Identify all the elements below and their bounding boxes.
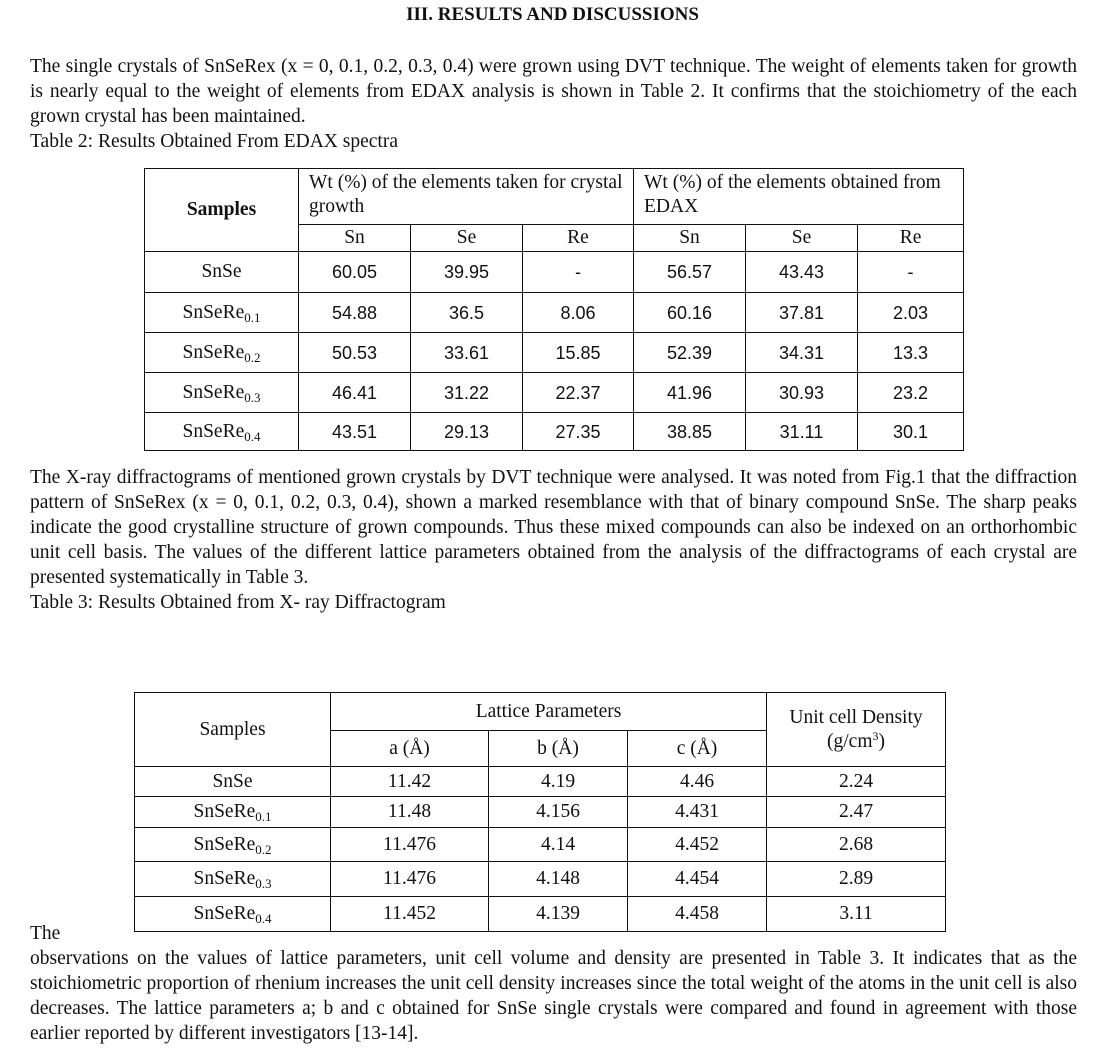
table-2-value-cell: 30.93 xyxy=(746,373,858,413)
table-2-value-cell: 27.35 xyxy=(523,413,634,451)
table-2-value-cell: - xyxy=(858,252,964,293)
table-3-value-cell: 11.42 xyxy=(331,767,489,797)
table-3-value-cell: 4.452 xyxy=(628,828,767,862)
table-3-row xyxy=(135,797,946,828)
table-3-value-cell: 4.139 xyxy=(489,897,628,932)
table-3-row xyxy=(135,897,946,932)
table-2-sample-cell: SnSeRe$_{0.3}$ xyxy=(145,373,299,413)
table-3-value-cell: 4.46 xyxy=(628,767,767,797)
table-2-caption: Table 2: Results Obtained From EDAX spectra xyxy=(30,131,398,152)
table-3-value-cell: 4.156 xyxy=(489,797,628,828)
table-2-subheader-re: Re xyxy=(858,225,964,252)
table-3-value-cell: 2.89 xyxy=(767,862,946,897)
table-2-value-cell: 31.11 xyxy=(746,413,858,451)
section-heading: III. RESULTS AND DISCUSSIONS xyxy=(406,4,699,25)
table-2-row xyxy=(145,333,964,373)
table-3-value-cell: 11.476 xyxy=(331,828,489,862)
table-2-value-cell: 34.31 xyxy=(746,333,858,373)
table-2-subheader-se: Se xyxy=(411,225,523,252)
table-2-group-2-header: Wt (%) of the elements obtained from EDAX xyxy=(634,169,964,225)
table-3-value-cell: 11.476 xyxy=(331,862,489,897)
table-2-value-cell: 60.05 xyxy=(299,252,411,293)
table-2-value-cell: 8.06 xyxy=(523,293,634,333)
table-2-row xyxy=(145,252,964,293)
table-3-value-cell: 11.48 xyxy=(331,797,489,828)
table-2-value-cell: 52.39 xyxy=(634,333,746,373)
table-2-subheader-sn: Sn xyxy=(299,225,411,252)
table-2-value-cell: 46.41 xyxy=(299,373,411,413)
table-2-value-cell: 31.22 xyxy=(411,373,523,413)
table-2-value-cell: 29.13 xyxy=(411,413,523,451)
table-3-value-cell: 4.458 xyxy=(628,897,767,932)
table-2 xyxy=(144,168,964,451)
table-2-value-cell: 33.61 xyxy=(411,333,523,373)
table-2-sample-cell: SnSe xyxy=(145,252,299,293)
table-2-value-cell: 43.43 xyxy=(746,252,858,293)
table-2-value-cell: 36.5 xyxy=(411,293,523,333)
table-3-row xyxy=(135,828,946,862)
table-2-value-cell: 13.3 xyxy=(858,333,964,373)
table-2-row xyxy=(145,373,964,413)
table-2-value-cell: 2.03 xyxy=(858,293,964,333)
table-3-caption: Table 3: Results Obtained from X- ray Diffractogram xyxy=(30,592,446,613)
table-2-sample-cell: SnSeRe$_{0.1}$ xyxy=(145,293,299,333)
table-3-subheader-c: c (Å) xyxy=(628,731,767,767)
table-3-value-cell: 4.431 xyxy=(628,797,767,828)
table-2-row xyxy=(145,413,964,451)
table-3-density-header xyxy=(767,693,946,767)
table-2-value-cell: 43.51 xyxy=(299,413,411,451)
table-2-subheader-re: Re xyxy=(523,225,634,252)
table-2-value-cell: - xyxy=(523,252,634,293)
table-2-value-cell: 22.37 xyxy=(523,373,634,413)
table-3-value-cell: 2.68 xyxy=(767,828,946,862)
table-2-subheader-se: Se xyxy=(746,225,858,252)
table-3-subheader-a: a (Å) xyxy=(331,731,489,767)
table-2-row xyxy=(145,293,964,333)
table-3-value-cell: 4.14 xyxy=(489,828,628,862)
table-3-sample-cell: SnSeRe$_{0.4}$ xyxy=(135,897,331,932)
table-3-value-cell: 2.24 xyxy=(767,767,946,797)
paragraph-3-lead: The xyxy=(30,923,61,944)
table-2-sample-cell: SnSeRe$_{0.4}$ xyxy=(145,413,299,451)
table-3-value-cell: 2.47 xyxy=(767,797,946,828)
table-2-subheader-sn: Sn xyxy=(634,225,746,252)
table-3-sample-cell: SnSeRe$_{0.2}$ xyxy=(135,828,331,862)
table-3-sample-cell: SnSeRe$_{0.1}$ xyxy=(135,797,331,828)
table-3-samples-header: Samples xyxy=(135,693,331,767)
table-3-value-cell: 4.148 xyxy=(489,862,628,897)
table-2-value-cell: 23.2 xyxy=(858,373,964,413)
table-2-value-cell: 15.85 xyxy=(523,333,634,373)
table-3-row xyxy=(135,767,946,797)
table-3 xyxy=(134,692,946,932)
table-2-value-cell: 56.57 xyxy=(634,252,746,293)
table-3-row xyxy=(135,862,946,897)
table-3-value-cell: 4.454 xyxy=(628,862,767,897)
table-2-value-cell: 39.95 xyxy=(411,252,523,293)
table-2-value-cell: 38.85 xyxy=(634,413,746,451)
table-2-value-cell: 54.88 xyxy=(299,293,411,333)
table-3-density-title: Unit cell Density xyxy=(789,706,923,728)
table-2-samples-header: Samples xyxy=(145,169,299,252)
table-3-subheader-b: b (Å) xyxy=(489,731,628,767)
table-2-sample-cell: SnSeRe$_{0.2}$ xyxy=(145,333,299,373)
table-2-value-cell: 37.81 xyxy=(746,293,858,333)
table-2-value-cell: 60.16 xyxy=(634,293,746,333)
table-3-sample-cell: SnSeRe$_{0.3}$ xyxy=(135,862,331,897)
table-2-value-cell: 50.53 xyxy=(299,333,411,373)
table-3-value-cell: 4.19 xyxy=(489,767,628,797)
table-2-group-1-header: Wt (%) of the elements taken for crystal growth xyxy=(299,169,634,225)
table-3-value-cell: 3.11 xyxy=(767,897,946,932)
paragraph-1: The single crystals of SnSeRex (x = 0, 0.1, 0.2, 0.3, 0.4) were grown using DVT technique. The weight of elements taken for growth is nearly equal to the weight of elements from EDAX analysis is shown in Table 2. It confirms that the stoichiometry of the each grown crystal has been maintained. xyxy=(30,56,1077,127)
table-3-value-cell: 11.452 xyxy=(331,897,489,932)
table-2-value-cell: 30.1 xyxy=(858,413,964,451)
table-3-density-unit: $(g/cm^3)$ xyxy=(827,728,885,752)
table-2-value-cell: 41.96 xyxy=(634,373,746,413)
table-3-lattice-header: Lattice Parameters xyxy=(331,693,767,731)
paragraph-3: observations on the values of lattice parameters, unit cell volume and density are presented in Table 3. It indicates that as the stoichiometric proportion of rhenium increases the unit cell density increases since the total weight of the atoms in the unit cell is also decreases. The lattice parameters a; b and c obtained for SnSe single crystals were compared and found in agreement with those earlier reported by different investigators [13-14]. xyxy=(30,948,1077,1044)
table-3-sample-cell: SnSe xyxy=(135,767,331,797)
paragraph-2: The X-ray diffractograms of mentioned grown crystals by DVT technique were analysed. It was noted from Fig.1 that the diffraction pattern of SnSeRex (x = 0, 0.1, 0.2, 0.3, 0.4), shown a marked resemblance with that of binary compound SnSe. The sharp peaks indicate the good crystalline structure of grown compounds. Thus these mixed compounds can also be indexed on an orthorhombic unit cell basis. The values of the different lattice parameters obtained from the analysis of the diffractograms of each crystal are presented systematically in Table 3. xyxy=(30,467,1077,588)
